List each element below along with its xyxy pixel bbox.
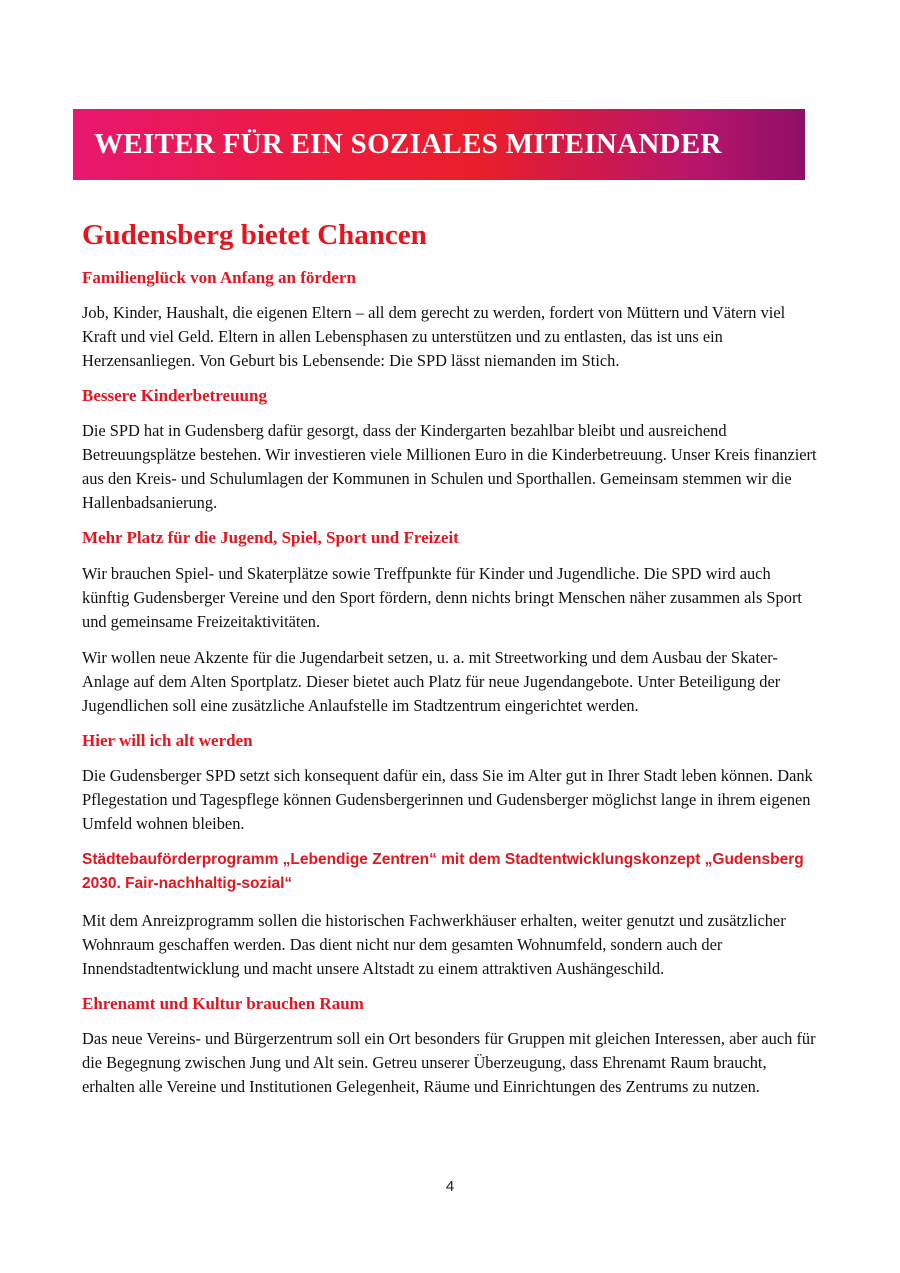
paragraph: Die Gudensberger SPD setzt sich konsequent dafür ein, dass Sie im Alter gut in Ihrer Stadt leben können. Dank Pflegestation und Tagespflege können Gudensbergerinnen und Gudensberger möglichst lange in ihrem eigenen Umfeld wohnen bleiben.	[82, 765, 813, 833]
paragraph: Wir wollen neue Akzente für die Jugendarbeit setzen, u. a. mit Streetworking und dem Ausbau der Skater-Anlage auf dem Alten Sportplatz. Dieser bietet auch Platz für neue Jugendangebote. Unter Beteiligung der Jugendlichen soll eine zusätzliche Anlaufstelle im Stadtzentrum eingerichtet werden.	[82, 647, 781, 715]
paragraph: Job, Kinder, Haushalt, die eigenen Eltern – all dem gerecht zu werden, fordert von Müttern und Vätern viel Kraft und viel Geld. Eltern in allen Lebensphasen zu unterstützen und zu entlasten, das ist uns ein Herzensanliegen. Von Geburt bis Lebensende: Die SPD lässt niemanden im Stich.	[82, 303, 786, 371]
paragraph: Mit dem Anreizprogramm sollen die historischen Fachwerkhäuser erhalten, weiter genutzt und zusätzlicher Wohnraum geschaffen werden. Das dient nicht nur dem gesamten Wohnumfeld, sondern auch der Innendstadtentwicklung und macht unsere Altstadt zu einem attraktiven Aushängeschild.	[82, 910, 786, 978]
paragraph: Wir brauchen Spiel- und Skaterplätze sowie Treffpunkte für Kinder und Jugendliche. Die SPD wird auch künftig Gudensberger Vereine und den Sport fördern, denn nichts bringt Menschen näher zusammen als Sport und gemeinsame Freizeitaktivitäten.	[82, 563, 802, 631]
banner-title: WEITER FÜR EIN SOZIALES MITEINANDER	[94, 128, 722, 160]
page-number: 4	[445, 1178, 455, 1195]
paragraph: Das neue Vereins- und Bürgerzentrum soll ein Ort besonders für Gruppen mit gleichen Interessen, aber auch für die Begegnung zwischen Jung und Alt sein. Getreu unserer Überzeugung, dass Ehrenamt Raum braucht, erhalten alle Vereine und Institutionen Gelegenheit, Räume und Einrichtungen des Zentrums zu nutzen.	[82, 1029, 816, 1097]
document-body	[82, 218, 822, 1111]
section-heading-jugend: Mehr Platz für die Jugend, Spiel, Sport und Freizeit	[82, 528, 459, 548]
section-heading-ehrenamt: Ehrenamt und Kultur brauchen Raum	[82, 993, 364, 1013]
section-heading-staedtebau: Städtebauförderprogramm „Lebendige Zentren“ mit dem Stadtentwicklungskonzept „Gudensberg 2030. Fair-nachhaltig-sozial“	[82, 850, 804, 892]
section-heading-kinderbetreuung: Bessere Kinderbetreuung	[82, 386, 267, 406]
section-heading-alter: Hier will ich alt werden	[82, 730, 253, 750]
section-banner	[73, 109, 805, 180]
paragraph: Die SPD hat in Gudensberg dafür gesorgt, dass der Kindergarten bezahlbar bleibt und ausreichend Betreuungsplätze bestehen. Wir investieren viele Millionen Euro in die Kinderbetreuung. Unser Kreis finanziert aus den Kreis- und Schulumlagen der Kommunen in Schulen und Sporthallen. Gemeinsam stemmen wir die Hallenbadsanierung.	[82, 421, 817, 513]
section-heading-familienglueck: Familienglück von Anfang an fördern	[82, 267, 356, 287]
page-title: Gudensberg bietet Chancen	[82, 219, 427, 251]
